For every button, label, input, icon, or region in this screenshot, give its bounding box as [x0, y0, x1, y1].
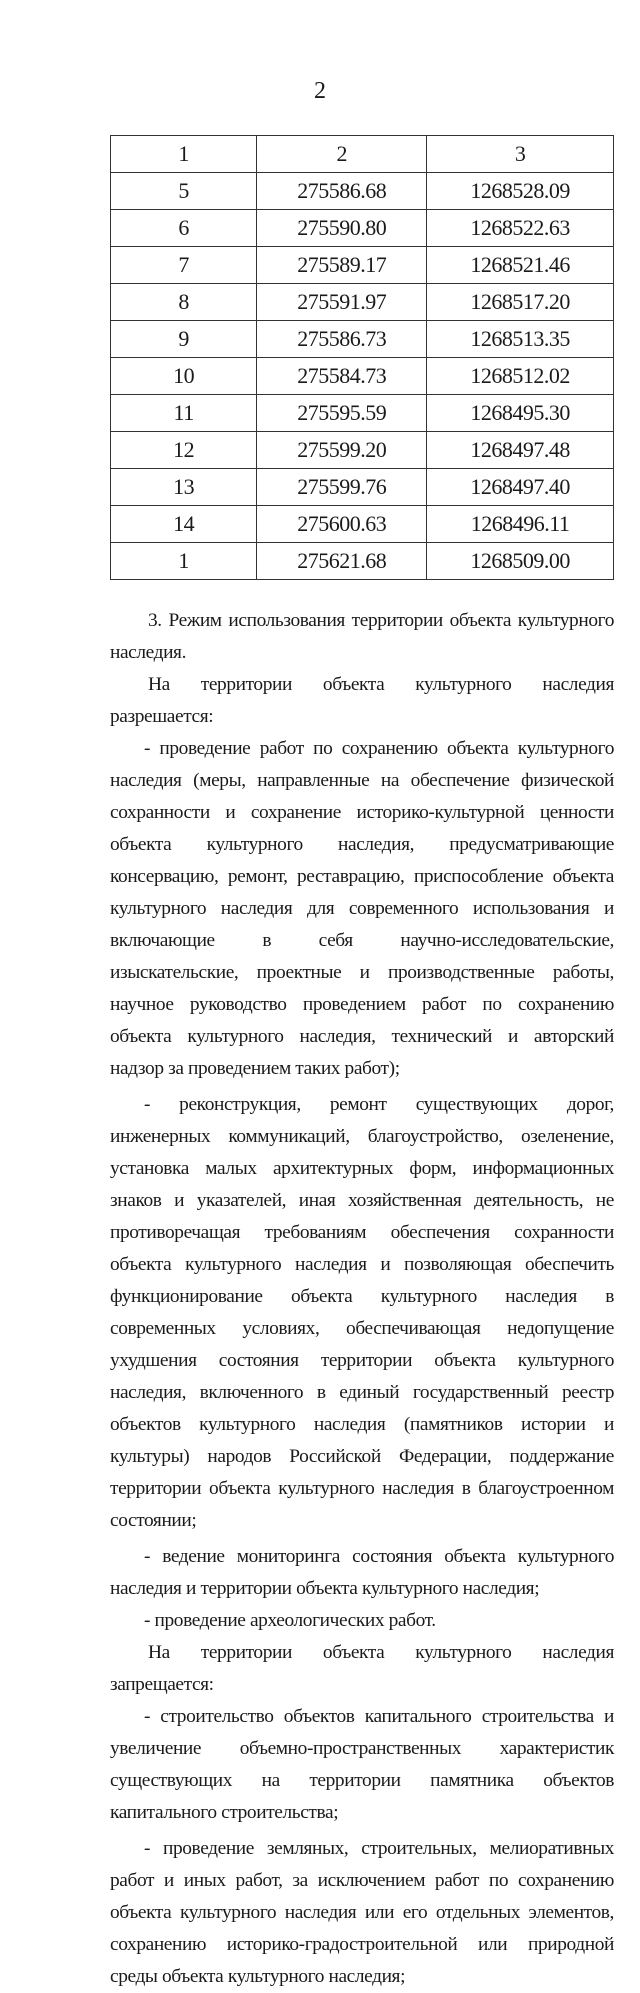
- x-coordinate-cell: 275586.68: [257, 173, 427, 210]
- point-number-cell: 8: [111, 284, 257, 321]
- point-number-cell: 6: [111, 210, 257, 247]
- table-header-cell: 1: [111, 136, 257, 173]
- y-coordinate-cell: 1268512.02: [427, 358, 614, 395]
- point-number-cell: 7: [111, 247, 257, 284]
- coordinates-table: [110, 135, 614, 580]
- point-number-cell: 14: [111, 506, 257, 543]
- section-body: [110, 605, 614, 1993]
- x-coordinate-cell: 275595.59: [257, 395, 427, 432]
- allowed-item: - ведение мониторинга состояния объекта культурного наследия и территории объекта культурного наследия;: [110, 1546, 614, 1599]
- table-row: [111, 506, 614, 543]
- table-header-row: [111, 136, 614, 173]
- y-coordinate-cell: 1268517.20: [427, 284, 614, 321]
- x-coordinate-cell: 275599.20: [257, 432, 427, 469]
- section-heading: 3. Режим использования территории объекта культурного наследия.: [110, 610, 614, 663]
- y-coordinate-cell: 1268513.35: [427, 321, 614, 358]
- x-coordinate-cell: 275621.68: [257, 543, 427, 580]
- y-coordinate-cell: 1268496.11: [427, 506, 614, 543]
- point-number-cell: 10: [111, 358, 257, 395]
- table-row: [111, 469, 614, 506]
- y-coordinate-cell: 1268497.48: [427, 432, 614, 469]
- x-coordinate-cell: 275600.63: [257, 506, 427, 543]
- point-number-cell: 5: [111, 173, 257, 210]
- allowed-item: - проведение археологических работ.: [144, 1610, 436, 1631]
- x-coordinate-cell: 275591.97: [257, 284, 427, 321]
- point-number-cell: 11: [111, 395, 257, 432]
- point-number-cell: 1: [111, 543, 257, 580]
- table-row: [111, 321, 614, 358]
- table-header-cell: 2: [257, 136, 427, 173]
- table-row: [111, 358, 614, 395]
- y-coordinate-cell: 1268495.30: [427, 395, 614, 432]
- x-coordinate-cell: 275589.17: [257, 247, 427, 284]
- y-coordinate-cell: 1268528.09: [427, 173, 614, 210]
- point-number-cell: 13: [111, 469, 257, 506]
- forbidden-item: - строительство объектов капитального строительства и увеличение объемно-пространственных характеристик существующих на территории памятника объектов капитального строительства;: [110, 1706, 614, 1823]
- allowed-item: - проведение работ по сохранению объекта культурного наследия (меры, направленные на обеспечение физической сохранности и сохранение историко-культурной ценности объекта культурного наследия, предусматривающие консервацию, ремонт, реставрацию, приспособление объекта культурного наследия для современного использования и включающие в себя научно-исследовательские, изыскательские, проектные и производственные работы, научное руководство проведением работ по сохранению объекта культурного наследия, технический и авторский надзор за проведением таких работ);: [110, 738, 614, 1079]
- x-coordinate-cell: 275584.73: [257, 358, 427, 395]
- x-coordinate-cell: 275599.76: [257, 469, 427, 506]
- page-number: 2: [314, 78, 326, 104]
- point-number-cell: 9: [111, 321, 257, 358]
- table-row: [111, 543, 614, 580]
- y-coordinate-cell: 1268497.40: [427, 469, 614, 506]
- forbidden-intro: На территории объекта культурного наследия запрещается:: [110, 1642, 614, 1695]
- x-coordinate-cell: 275590.80: [257, 210, 427, 247]
- table-row: [111, 173, 614, 210]
- y-coordinate-cell: 1268522.63: [427, 210, 614, 247]
- x-coordinate-cell: 275586.73: [257, 321, 427, 358]
- y-coordinate-cell: 1268509.00: [427, 543, 614, 580]
- forbidden-item: - проведение земляных, строительных, мелиоративных работ и иных работ, за исключением работ по сохранению объекта культурного наследия или его отдельных элементов, сохранению историко-градостроительной или природной среды объекта культурного наследия;: [110, 1838, 614, 1987]
- table-row: [111, 395, 614, 432]
- table-row: [111, 247, 614, 284]
- table-row: [111, 284, 614, 321]
- allowed-intro: На территории объекта культурного наследия разрешается:: [110, 674, 614, 727]
- point-number-cell: 12: [111, 432, 257, 469]
- y-coordinate-cell: 1268521.46: [427, 247, 614, 284]
- table-row: [111, 432, 614, 469]
- allowed-item: - реконструкция, ремонт существующих дорог, инженерных коммуникаций, благоустройство, озеленение, установка малых архитектурных форм, информационных знаков и указателей, иная хозяйственная деятельность, не противоречащая требованиям обеспечения сохранности объекта культурного наследия и позволяющая обеспечить функционирование объекта культурного наследия в современных условиях, обеспечивающая недопущение ухудшения состояния территории объекта культурного наследия, включенного в единый государственный реестр объектов культурного наследия (памятников истории и культуры) народов Российской Федерации, поддержание территории объекта культурного наследия в благоустроенном состоянии;: [110, 1094, 614, 1531]
- table-row: [111, 210, 614, 247]
- table-header-cell: 3: [427, 136, 614, 173]
